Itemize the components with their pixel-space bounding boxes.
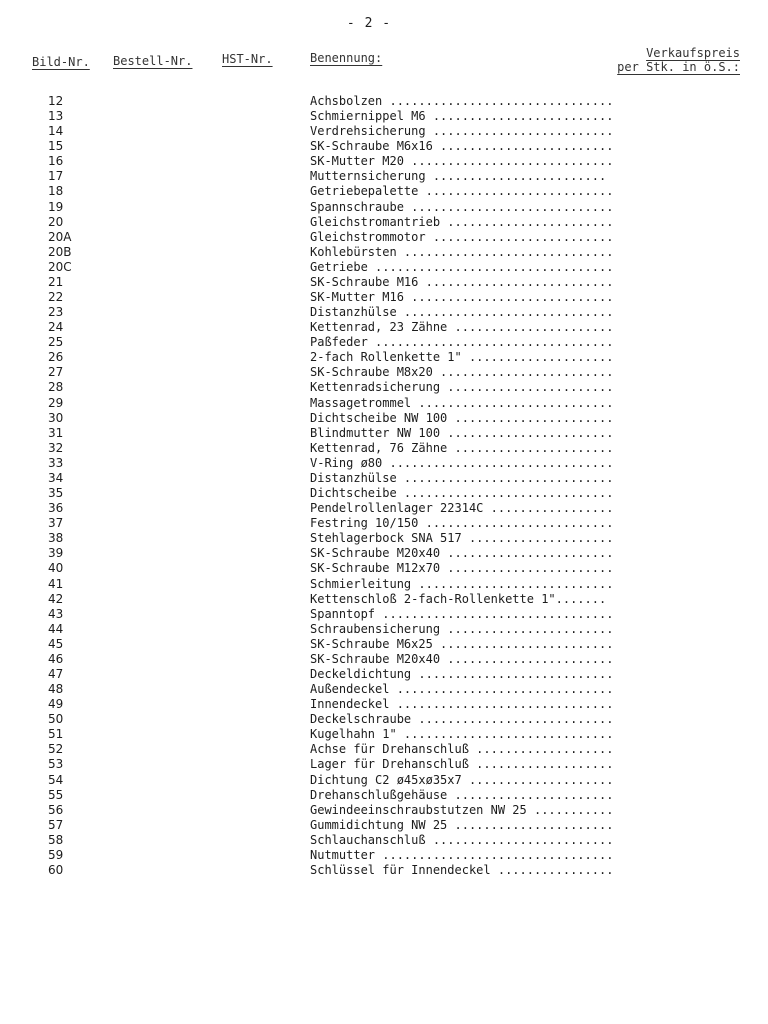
bild-nr: 49 (48, 697, 64, 712)
benennung-text: Getriebe ................................. (310, 259, 614, 274)
benennung-text: Kettenschloß 2-fach-Rollenkette 1"....... (310, 591, 607, 606)
bild-nr: 55 (48, 787, 64, 802)
list-item (0, 411, 768, 426)
bild-nr: 52 (48, 742, 64, 757)
header-price-line2: per Stk. in ö.S.: (617, 60, 740, 74)
benennung-text: SK-Mutter M20 ............................ (310, 154, 614, 169)
list-item (0, 712, 768, 727)
list-item (0, 742, 768, 757)
bild-nr: 17 (48, 169, 64, 184)
bild-nr: 20C (48, 259, 72, 274)
bild-nr: 20A (48, 229, 72, 244)
bild-nr: 16 (48, 154, 64, 169)
list-item (0, 592, 768, 607)
benennung-text: Drehanschlußgehäuse ...................... (310, 787, 614, 802)
list-item (0, 335, 768, 350)
bild-nr: 60 (48, 862, 64, 877)
bild-nr: 27 (48, 365, 64, 380)
benennung-text: Lager für Drehanschluß ................... (310, 757, 614, 772)
list-item (0, 441, 768, 456)
bild-nr: 47 (48, 666, 64, 681)
benennung-text: Achsbolzen ............................... (310, 94, 614, 108)
benennung-text: Spannschraube ............................ (310, 199, 614, 214)
bild-nr: 57 (48, 817, 64, 832)
list-item (0, 200, 768, 215)
bild-nr: 51 (48, 727, 64, 742)
benennung-text: Paßfeder ................................. (310, 335, 614, 350)
header-bild-nr: Bild-Nr. (32, 55, 90, 69)
list-item (0, 501, 768, 516)
benennung-text: Verdrehsicherung ......................... (310, 124, 614, 139)
bild-nr: 33 (48, 455, 64, 470)
bild-nr: 26 (48, 350, 64, 365)
bild-nr: 59 (48, 847, 64, 862)
bild-nr: 19 (48, 199, 64, 214)
list-item (0, 622, 768, 637)
benennung-text: Gleichstromantrieb ....................... (310, 214, 614, 229)
list-item (0, 667, 768, 682)
list-item (0, 531, 768, 546)
benennung-text: Gleichstrommotor ......................... (310, 229, 614, 244)
bild-nr: 48 (48, 682, 64, 697)
benennung-text: Dichtscheibe ............................. (310, 486, 614, 501)
benennung-text: Festring 10/150 .......................... (310, 516, 614, 531)
bild-nr: 41 (48, 576, 64, 591)
list-item (0, 124, 768, 139)
benennung-text: Schlüssel für Innendeckel ................ (310, 862, 614, 877)
list-item (0, 94, 768, 109)
bild-nr: 22 (48, 290, 64, 305)
list-item (0, 305, 768, 320)
bild-nr: 46 (48, 651, 64, 666)
header-hst-nr: HST-Nr. (222, 52, 273, 66)
benennung-text: Massagetrommel ........................... (310, 395, 614, 410)
list-item (0, 139, 768, 154)
bild-nr: 44 (48, 621, 64, 636)
bild-nr: 45 (48, 636, 64, 651)
list-item (0, 215, 768, 230)
header-verkaufspreis (604, 46, 740, 74)
benennung-text: Dichtscheibe NW 100 ...................... (310, 410, 614, 425)
list-item (0, 184, 768, 199)
bild-nr: 42 (48, 591, 64, 606)
parts-list (0, 94, 768, 878)
benennung-text: Pendelrollenlager 22314C ................. (310, 501, 614, 516)
benennung-text: Kettenradsicherung ....................... (310, 380, 614, 395)
list-item (0, 697, 768, 712)
bild-nr: 23 (48, 305, 64, 320)
list-item (0, 245, 768, 260)
bild-nr: 54 (48, 772, 64, 787)
bild-nr: 34 (48, 470, 64, 485)
bild-nr: 50 (48, 712, 64, 727)
list-item (0, 426, 768, 441)
benennung-text: Deckeldichtung ........................... (310, 666, 614, 681)
benennung-text: Außendeckel .............................. (310, 682, 614, 697)
list-item (0, 230, 768, 245)
benennung-text: SK-Schraube M6x25 ........................ (310, 636, 614, 651)
list-item (0, 773, 768, 788)
benennung-text: Spanntopf ................................ (310, 606, 614, 621)
benennung-text: Blindmutter NW 100 ....................... (310, 425, 614, 440)
benennung-text: Getriebepalette .......................... (310, 184, 614, 199)
bild-nr: 18 (48, 184, 64, 199)
list-item (0, 380, 768, 395)
benennung-text: Gewindeeinschraubstutzen NW 25 ........... (310, 802, 614, 817)
benennung-text: Kettenrad, 23 Zähne ...................... (310, 320, 614, 335)
benennung-text: V-Ring ø80 ............................... (310, 455, 614, 470)
list-item (0, 682, 768, 697)
bild-nr: 20 (48, 214, 64, 229)
header-bestell-nr: Bestell-Nr. (113, 54, 193, 68)
benennung-text: SK-Schraube M8x20 ........................ (310, 365, 614, 380)
page-number: - 2 - (346, 16, 392, 31)
header-benennung: Benennung: (310, 51, 383, 65)
list-item (0, 757, 768, 772)
benennung-text: Schlauchanschluß ......................... (310, 832, 614, 847)
bild-nr: 13 (48, 109, 64, 124)
bild-nr: 35 (48, 486, 64, 501)
bild-nr: 38 (48, 531, 64, 546)
bild-nr: 12 (48, 94, 64, 108)
list-item (0, 803, 768, 818)
list-item (0, 561, 768, 576)
benennung-text: SK-Schraube M12x70 ....................... (310, 561, 614, 576)
list-item (0, 652, 768, 667)
bild-nr: 53 (48, 757, 64, 772)
list-item (0, 818, 768, 833)
list-item (0, 471, 768, 486)
benennung-text: Gummidichtung NW 25 ...................... (310, 817, 614, 832)
list-item (0, 486, 768, 501)
list-item (0, 546, 768, 561)
bild-nr: 29 (48, 395, 64, 410)
list-item (0, 290, 768, 305)
benennung-text: Dichtung C2 ø45xø35x7 .................... (310, 772, 614, 787)
bild-nr: 40 (48, 561, 64, 576)
bild-nr: 14 (48, 124, 64, 139)
bild-nr: 28 (48, 380, 64, 395)
benennung-text: Innendeckel .............................. (310, 697, 614, 712)
list-item (0, 607, 768, 622)
list-item (0, 637, 768, 652)
bild-nr: 21 (48, 274, 64, 289)
benennung-text: Kohlebürsten ............................. (310, 244, 614, 259)
benennung-text: Schmierleitung ........................... (310, 576, 614, 591)
list-item (0, 275, 768, 290)
list-item (0, 577, 768, 592)
list-item (0, 727, 768, 742)
benennung-text: Schmiernippel M6 ......................... (310, 109, 614, 124)
list-item (0, 516, 768, 531)
header-price-line1: Verkaufspreis (646, 46, 740, 60)
benennung-text: SK-Schraube M20x40 ....................... (310, 546, 614, 561)
benennung-text: SK-Mutter M16 ............................ (310, 290, 614, 305)
bild-nr: 25 (48, 335, 64, 350)
bild-nr: 36 (48, 501, 64, 516)
list-item (0, 456, 768, 471)
list-item (0, 396, 768, 411)
list-item (0, 109, 768, 124)
benennung-text: Distanzhülse ............................. (310, 305, 614, 320)
benennung-text: SK-Schraube M20x40 ....................... (310, 651, 614, 666)
benennung-text: Schraubensicherung ....................... (310, 621, 614, 636)
benennung-text: Achse für Drehanschluß ................... (310, 742, 614, 757)
list-item (0, 365, 768, 380)
bild-nr: 30 (48, 410, 64, 425)
bild-nr: 58 (48, 832, 64, 847)
bild-nr: 31 (48, 425, 64, 440)
list-item (0, 833, 768, 848)
bild-nr: 39 (48, 546, 64, 561)
bild-nr: 56 (48, 802, 64, 817)
benennung-text: Nutmutter ................................ (310, 847, 614, 862)
benennung-text: SK-Schraube M6x16 ........................ (310, 139, 614, 154)
benennung-text: Kettenrad, 76 Zähne ...................... (310, 440, 614, 455)
bild-nr: 15 (48, 139, 64, 154)
bild-nr: 20B (48, 244, 72, 259)
benennung-text: 2-fach Rollenkette 1" .................... (310, 350, 614, 365)
list-item (0, 863, 768, 878)
list-item (0, 350, 768, 365)
benennung-text: Stehlagerbock SNA 517 .................... (310, 531, 614, 546)
list-item (0, 260, 768, 275)
bild-nr: 37 (48, 516, 64, 531)
list-item (0, 320, 768, 335)
bild-nr: 24 (48, 320, 64, 335)
list-item (0, 154, 768, 169)
list-item (0, 169, 768, 184)
list-item (0, 848, 768, 863)
bild-nr: 32 (48, 440, 64, 455)
benennung-text: Deckelschraube ........................... (310, 712, 614, 727)
benennung-text: SK-Schraube M16 .......................... (310, 274, 614, 289)
bild-nr: 43 (48, 606, 64, 621)
benennung-text: Kugelhahn 1" ............................. (310, 727, 614, 742)
list-item (0, 788, 768, 803)
benennung-text: Distanzhülse ............................. (310, 470, 614, 485)
benennung-text: Mutternsicherung ........................ (310, 169, 607, 184)
